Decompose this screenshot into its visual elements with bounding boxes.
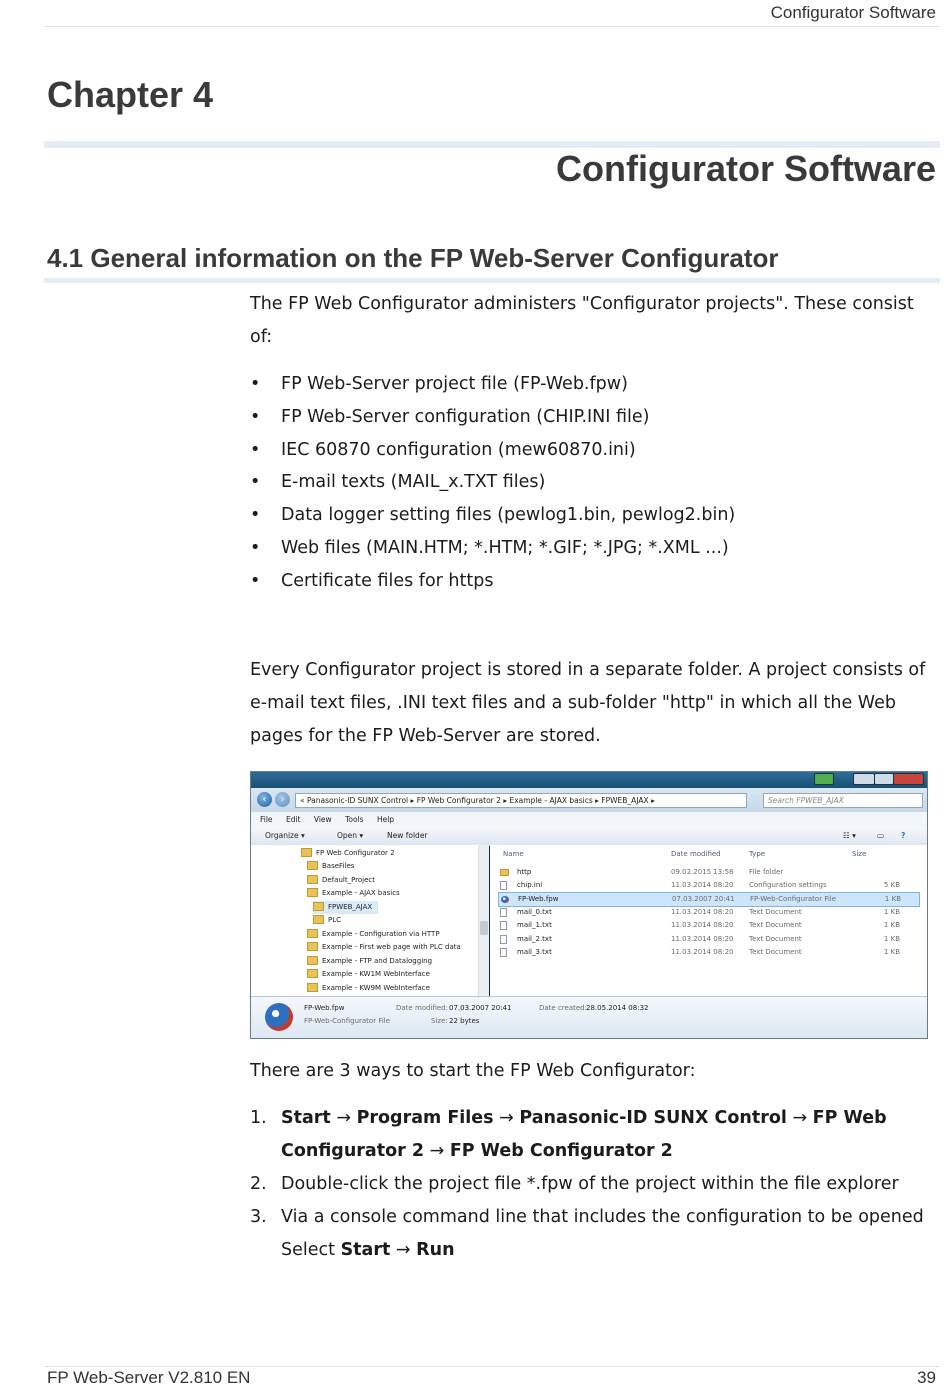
list-item: • Data logger setting files (pewlog1.bin, pewlog2.bin) [250,499,938,532]
details-file-name: FP-Web.fpw [304,1004,345,1012]
list-text: Via a console command line that includes the configuration to be opened [281,1207,924,1227]
tree-scrollbar[interactable] [479,845,489,996]
folder-icon [307,875,318,884]
section-title: 4.1 General information on the FP Web-Server Configurator [47,243,779,273]
file-row[interactable] [498,919,918,932]
tree-label: BaseFiles [322,862,355,870]
file-name: mail_2.txt [517,935,552,943]
list-item [250,1102,930,1168]
file-type: Text Document [749,921,802,929]
folder-icon [307,969,318,978]
list-item: • E-mail texts (MAIL_x.TXT files) [250,466,938,499]
file-row[interactable] [498,946,918,959]
breadcrumb-separator: ▸ [503,796,508,805]
tree-label: Example - First web page with PLC data [322,943,461,951]
explorer-screenshot [250,771,928,1039]
tree-item[interactable] [307,887,400,900]
file-row[interactable] [498,879,918,892]
organize-button[interactable]: Organize ▾ [265,831,305,840]
tree-item[interactable] [307,860,354,873]
file-name: http [517,868,532,876]
file-size: 1 KB [883,948,900,956]
folder-icon [307,888,318,897]
arrow-separator: → [493,1108,520,1128]
file-type: FP-Web-Configurator File [750,895,837,903]
tree-item-selected[interactable] [313,901,378,914]
file-name: mail_0.txt [517,908,552,916]
file-date: 11.03.2014 08:20 [671,935,734,943]
details-size-value: 22 bytes [449,1017,480,1025]
window-titlebar [251,772,927,788]
column-header-date[interactable]: Date modified [671,850,721,858]
footer-rule [44,1366,940,1367]
file-date: 07.03.2007 20:41 [672,895,735,903]
file-size: 1 KB [883,921,900,929]
breadcrumb-item[interactable]: FPWEB_AJAX [601,796,649,805]
folder-icon [301,848,312,857]
menu-view[interactable]: View [313,815,332,824]
file-type: Text Document [749,908,802,916]
chapter-title: Configurator Software [555,148,936,189]
command-bar [251,827,927,846]
file-name: mail_3.txt [517,948,552,956]
forward-icon[interactable]: › [275,792,290,807]
menu-path-item: Program Files [356,1108,494,1128]
file-type: Configuration settings [749,881,827,889]
text-file-icon [500,921,507,930]
text-file-icon [500,948,507,957]
page-number: 39 [917,1368,936,1387]
list-number: 3. [250,1207,267,1227]
start-methods-list [250,1102,930,1267]
folder-tree [251,845,479,996]
chapter-label: Chapter 4 [47,74,214,115]
menu-path-item: FP Web Configurator 2 [281,1108,887,1161]
menu-path-item: Run [416,1240,455,1260]
tree-label: Example - KW1M WebInterface [322,970,430,978]
fpw-large-icon [265,1003,293,1031]
ways-intro: There are 3 ways to start the FP Web Configurator: [250,1061,696,1081]
folder-icon [307,956,318,965]
details-modified-label: Date modified: [396,1004,448,1012]
list-item: • FP Web-Server configuration (CHIP.INI file) [250,401,938,434]
file-date: 11.03.2014 08:20 [671,881,734,889]
tree-item[interactable] [307,928,440,941]
open-button[interactable]: Open ▾ [337,831,364,840]
close-button[interactable] [893,773,924,785]
menu-help[interactable]: Help [376,815,395,824]
tree-item[interactable] [301,847,395,860]
arrow-separator: → [330,1108,357,1128]
file-row[interactable] [498,933,918,946]
menu-path-item: Start [340,1240,391,1260]
list-text: Double-click the project file *.fpw of the project within the file explorer [281,1174,899,1194]
menu-edit[interactable]: Edit [285,815,301,824]
folder-icon [307,942,318,951]
details-pane [251,996,927,1039]
file-row-selected[interactable] [498,892,920,907]
breadcrumb[interactable] [295,793,747,808]
file-size: 1 KB [883,908,900,916]
folder-icon [313,915,324,924]
intro-paragraph: The FP Web Configurator administers "Configurator projects". These consist of: [250,294,914,347]
column-header-name[interactable]: Name [503,850,524,858]
file-type: Text Document [749,948,802,956]
tree-label: FPWEB_AJAX [328,903,373,911]
section-rule [44,278,940,283]
file-list [250,368,938,598]
arrow-separator: → [424,1141,450,1161]
tree-label: Example - KW9M WebInterface [322,984,430,992]
tree-item[interactable] [313,914,341,927]
view-options-icon[interactable]: ☷ ▾ [843,831,856,840]
menu-file[interactable]: File [260,815,273,824]
back-icon[interactable]: ‹ [257,792,272,807]
file-date: 11.03.2014 08:20 [671,948,734,956]
text-file-icon [500,908,507,917]
breadcrumb-item[interactable]: Panasonic-ID SUNX Control [306,796,409,805]
ini-file-icon [500,881,507,890]
folder-icon [307,861,318,870]
file-row[interactable] [498,906,918,919]
list-item: • FP Web-Server project file (FP-Web.fpw) [250,368,938,401]
breadcrumb-item[interactable]: Example - AJAX basics [509,796,593,805]
details-modified-value: 07.03.2007 20:41 [449,1004,512,1012]
file-type: File folder [749,868,784,876]
footer-document-title: FP Web-Server V2.810 EN [47,1368,251,1387]
file-date: 11.03.2014 08:20 [671,908,734,916]
file-size: 1 KB [884,895,901,903]
breadcrumb-item[interactable]: FP Web Configurator 2 [416,796,501,805]
breadcrumb-chevron: « [300,796,305,805]
breadcrumb-separator: ▸ [410,796,415,805]
breadcrumb-separator: ▸ [651,796,655,805]
tree-item[interactable] [307,941,461,954]
details-created-label: Date created: [539,1004,587,1012]
list-number: 1. [250,1108,267,1128]
header-rule [44,26,940,27]
folder-icon [307,929,318,938]
file-list-pane [490,845,927,996]
search-input[interactable]: Search FPWEB_AJAX [763,793,923,808]
arrow-separator: → [390,1240,417,1260]
green-icon [814,773,834,785]
tree-label: Example - AJAX basics [322,889,400,897]
menu-path-item: Start [281,1108,331,1128]
tree-item[interactable] [307,968,430,981]
menu-tools[interactable]: Tools [345,815,364,824]
details-size-label: Size: [431,1017,448,1025]
list-item: • IEC 60870 configuration (mew60870.ini) [250,434,938,467]
folder-icon [307,983,318,992]
tree-label: FP Web Configurator 2 [316,849,395,857]
project-paragraph: Every Configurator project is stored in a separate folder. A project consists of e-mail text files, .INI text files and a sub-folder "http" in which all the Web pages for the FP Web-Server are stored. [250,660,926,746]
menu-path-item: Panasonic-ID SUNX Control [519,1108,787,1128]
chapter-rule [44,141,940,148]
menu-path-item: FP Web Configurator 2 [449,1141,673,1161]
list-item: • Web files (MAIN.HTM; *.HTM; *.GIF; *.JPG; *.XML ...) [250,532,938,565]
list-item [250,1201,930,1267]
tree-item[interactable] [307,955,432,968]
new-folder-button[interactable]: New folder [387,831,428,840]
help-icon[interactable]: ? [901,831,906,840]
list-item [250,1168,930,1201]
menu-bar [251,812,927,827]
tree-item[interactable] [307,982,430,995]
minimize-button[interactable] [853,773,875,785]
fpw-file-icon [501,896,509,903]
tree-label: PLC [328,916,342,924]
text-file-icon [500,935,507,944]
preview-pane-icon[interactable]: ▭ [877,831,885,840]
breadcrumb-separator: ▸ [595,796,599,805]
file-name: mail_1.txt [517,921,552,929]
details-file-type: FP-Web-Configurator File [304,1017,391,1025]
arrow-separator: → [786,1108,813,1128]
address-bar [251,788,927,812]
file-size: 1 KB [883,935,900,943]
tree-label: Example - FTP and Datalogging [322,957,433,965]
file-name: chip.ini [517,881,543,889]
file-size: 5 KB [883,881,900,889]
column-header-size[interactable]: Size [852,850,867,858]
file-date: 11.03.2014 08:20 [671,921,734,929]
maximize-button[interactable] [874,773,894,785]
tree-label: Example - Configuration via HTTP [322,930,440,938]
file-name: FP-Web.fpw [518,895,559,903]
file-type: Text Document [749,935,802,943]
running-header: Configurator Software [770,3,936,22]
select-text: Select [281,1240,341,1260]
folder-icon [500,869,509,876]
list-item: • Certificate files for https [250,565,938,598]
column-header-type[interactable]: Type [749,850,766,858]
file-date: 09.02.2015 13:58 [671,868,734,876]
details-created-value: 28.05.2014 08:32 [586,1004,649,1012]
list-number: 2. [250,1174,267,1194]
tree-label: Default_Project [322,876,376,884]
scrollbar-thumb[interactable] [480,921,488,935]
file-row[interactable] [498,866,918,879]
tree-item[interactable] [307,874,375,887]
folder-icon [313,902,324,911]
